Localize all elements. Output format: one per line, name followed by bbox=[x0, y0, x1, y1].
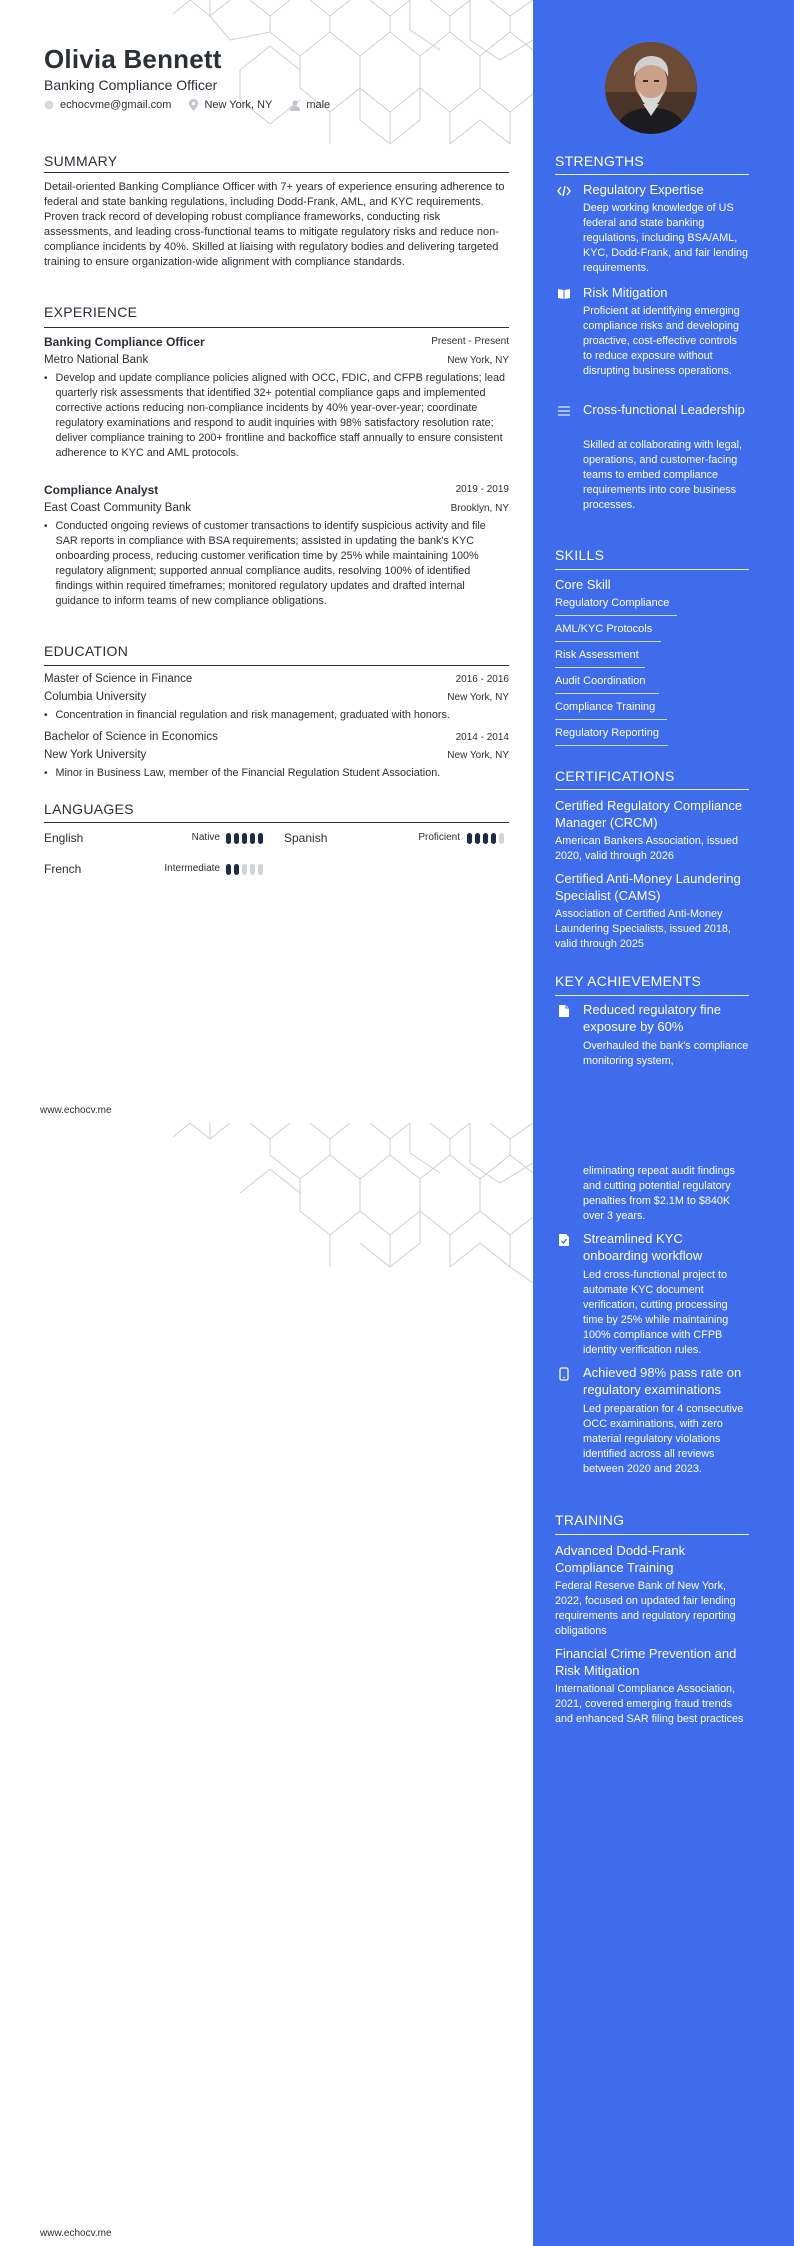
rating-dot bbox=[467, 833, 472, 844]
contact-row bbox=[44, 99, 342, 111]
language-level: Native bbox=[191, 832, 220, 843]
skill-underline bbox=[555, 719, 667, 720]
job-bullet-text: Develop and update compliance policies aligned with OCC, FDIC, and CFPB regulations; lead quarterly risk assessments that identified 32+ potential compliance gaps and implemented corrective actions reducing non-compliance incidents by 40% year-over-year; coordinate regulatory examinations and respond to audit inquiries with 98% satisfactory resolution rate; deliver compliance training to 200+ frontline and backoffice staff annually to ensure consistent adherence to KYC and AML protocols. bbox=[55, 372, 506, 459]
rating-dot bbox=[499, 833, 504, 844]
school-location: New York, NY bbox=[447, 750, 509, 761]
location-pin-icon bbox=[189, 99, 198, 111]
degree-title: Bachelor of Science in Economics bbox=[44, 731, 218, 743]
languages-divider bbox=[44, 822, 509, 823]
language-level: Intermediate bbox=[164, 863, 220, 874]
skill-item: Audit Coordination bbox=[555, 675, 646, 687]
experience-divider bbox=[44, 327, 509, 328]
contact-location bbox=[189, 99, 272, 111]
strength-title: Cross-functional Leadership bbox=[583, 402, 745, 417]
education-divider bbox=[44, 665, 509, 666]
education-bullet bbox=[44, 766, 509, 781]
rating-dot bbox=[226, 864, 231, 875]
experience-heading: EXPERIENCE bbox=[44, 304, 138, 320]
achievement-text: Led cross-functional project to automate KYC document verification, cutting processing time by 25% while maintaining 100% compliance with CFPB identity verification rules. bbox=[583, 1269, 729, 1356]
achievements-heading: KEY ACHIEVEMENTS bbox=[555, 973, 702, 989]
achievement-title: Achieved 98% pass rate on regulatory examinations bbox=[583, 1365, 742, 1397]
rating-dot bbox=[226, 833, 231, 844]
person-icon bbox=[290, 100, 300, 111]
job-dates: 2019 - 2019 bbox=[455, 484, 509, 495]
training-title: Financial Crime Prevention and Risk Mitigation bbox=[555, 1646, 737, 1678]
location-text: New York, NY bbox=[204, 99, 273, 111]
strength-title: Risk Mitigation bbox=[583, 285, 668, 300]
menu-icon bbox=[557, 404, 571, 418]
skill-underline bbox=[555, 641, 661, 642]
rating-dot bbox=[491, 833, 496, 844]
strength-title: Regulatory Expertise bbox=[583, 182, 704, 197]
job-dates: Present - Present bbox=[431, 336, 509, 347]
training-heading: TRAINING bbox=[555, 1512, 625, 1528]
geometric-pattern-top bbox=[170, 0, 533, 160]
bullet-dot: • bbox=[44, 373, 48, 384]
contact-gender bbox=[290, 99, 330, 111]
skills-group: Core Skill bbox=[555, 577, 611, 592]
language-name: English bbox=[44, 831, 84, 845]
bullet-dot: • bbox=[44, 710, 48, 721]
skill-item: Risk Assessment bbox=[555, 649, 639, 661]
skills-heading: SKILLS bbox=[555, 547, 605, 563]
email-text: echocvme@gmail.com bbox=[60, 99, 172, 111]
skill-underline bbox=[555, 745, 668, 746]
training-text: Federal Reserve Bank of New York, 2022, focused on updated fair lending requirements and regulatory reporting obligations bbox=[555, 1580, 736, 1637]
footer-url[interactable]: www.echocv.me bbox=[40, 2228, 112, 2239]
training-title: Advanced Dodd-Frank Compliance Training bbox=[555, 1543, 686, 1575]
school-location: New York, NY bbox=[447, 692, 509, 703]
skill-underline bbox=[555, 615, 677, 616]
certification-title: Certified Regulatory Compliance Manager (CRCM) bbox=[555, 798, 743, 830]
language-rating bbox=[467, 833, 504, 844]
candidate-name: Olivia Bennett bbox=[44, 44, 222, 74]
school-name: Columbia University bbox=[44, 691, 147, 703]
rating-dot bbox=[250, 833, 255, 844]
skill-underline bbox=[555, 667, 645, 668]
certification-text: American Bankers Association, issued 2020, valid through 2026 bbox=[555, 835, 739, 862]
contact-email[interactable] bbox=[44, 99, 171, 111]
strengths-divider bbox=[555, 174, 749, 175]
book-icon bbox=[557, 287, 571, 301]
summary-divider bbox=[44, 172, 509, 173]
footer-url[interactable]: www.echocv.me bbox=[40, 1105, 112, 1116]
bullet-dot: • bbox=[44, 521, 48, 532]
geometric-pattern-page2 bbox=[170, 1123, 533, 1293]
email-icon bbox=[44, 100, 54, 110]
education-bullet bbox=[44, 708, 509, 723]
document-icon bbox=[557, 1004, 571, 1018]
candidate-role: Banking Compliance Officer bbox=[44, 77, 218, 93]
language-name: French bbox=[44, 862, 82, 876]
job-location: Brooklyn, NY bbox=[450, 503, 509, 514]
job-bullet bbox=[44, 519, 509, 609]
training-divider bbox=[555, 1534, 749, 1535]
school-name: New York University bbox=[44, 749, 147, 761]
education-bullet-text: Minor in Business Law, member of the Financial Regulation Student Association. bbox=[55, 767, 441, 779]
summary-heading: SUMMARY bbox=[44, 153, 118, 169]
strength-text: Proficient at identifying emerging compliance risks and developing proactive, cost-effective controls to reduce exposure without disrupting business operations. bbox=[583, 305, 740, 377]
job-title: Banking Compliance Officer bbox=[44, 335, 205, 349]
rating-dot bbox=[250, 864, 255, 875]
tablet-icon bbox=[557, 1367, 571, 1381]
certification-text: Association of Certified Anti-Money Laundering Specialists, issued 2018, valid through 2025 bbox=[555, 908, 731, 950]
languages-heading: LANGUAGES bbox=[44, 801, 134, 817]
summary-text: Detail-oriented Banking Compliance Officer with 7+ years of experience ensuring adherence to federal and state banking regulations, including Dodd-Frank, AML, and KYC requirements. Proven track record of developing robust compliance frameworks, conducting risk assessments, and leading cross-functional teams to mitigate regulatory risks and reduce non-compliance incidents by 40%. Skilled at liaising with regulatory bodies and delivering targeted training to ensure organization-wide alignment with compliance standards. bbox=[44, 181, 505, 268]
rating-dot bbox=[242, 833, 247, 844]
language-rating bbox=[226, 864, 263, 875]
strength-text: Skilled at collaborating with legal, operations, and customer-facing teams to embed compliance requirements into core business processes. bbox=[583, 439, 743, 511]
degree-dates: 2014 - 2014 bbox=[455, 732, 509, 743]
achievement-text: Overhauled the bank's compliance monitoring system, bbox=[583, 1040, 749, 1067]
profile-photo bbox=[605, 42, 697, 134]
certifications-divider bbox=[555, 789, 749, 790]
rating-dot bbox=[475, 833, 480, 844]
training-text: International Compliance Association, 2021, covered emerging fraud trends and enhanced SAR filing best practices bbox=[555, 1683, 744, 1725]
skill-item: Regulatory Compliance bbox=[555, 597, 670, 609]
degree-dates: 2016 - 2016 bbox=[455, 674, 509, 685]
job-company: East Coast Community Bank bbox=[44, 502, 192, 514]
skills-divider bbox=[555, 569, 749, 570]
language-name: Spanish bbox=[284, 831, 328, 845]
job-company: Metro National Bank bbox=[44, 354, 149, 366]
code-icon bbox=[557, 184, 571, 198]
bullet-dot: • bbox=[44, 768, 48, 779]
rating-dot bbox=[483, 833, 488, 844]
language-level: Proficient bbox=[418, 832, 460, 843]
certification-title: Certified Anti-Money Laundering Specialist (CAMS) bbox=[555, 871, 741, 903]
skill-item: Regulatory Reporting bbox=[555, 727, 659, 739]
skill-item: AML/KYC Protocols bbox=[555, 623, 653, 635]
strengths-heading: STRENGTHS bbox=[555, 153, 645, 169]
certifications-heading: CERTIFICATIONS bbox=[555, 768, 675, 784]
skill-underline bbox=[555, 693, 659, 694]
gender-text: male bbox=[306, 99, 331, 111]
rating-dot bbox=[242, 864, 247, 875]
skill-item: Compliance Training bbox=[555, 701, 656, 713]
job-bullet-text: Conducted ongoing reviews of customer transactions to identify suspicious activity and file SAR reports in compliance with BSA requirements; assisted in updating the bank's KYC onboarding process, reducing customer verification time by 25% while maintaining 100% regulatory alignment; supported annual compliance audits, resolving 100% of identified findings within required timeframes; monitored regulatory updates and drafted internal guidance to inform teams of new compliance obligations. bbox=[55, 520, 486, 607]
achievements-divider bbox=[555, 995, 749, 996]
achievement-title: Reduced regulatory fine exposure by 60% bbox=[583, 1002, 722, 1034]
achievement-title: Streamlined KYC onboarding workflow bbox=[583, 1231, 703, 1263]
job-bullet bbox=[44, 371, 509, 461]
rating-dot bbox=[258, 833, 263, 844]
achievement-text: Led preparation for 4 consecutive OCC examinations, with zero material regulatory violations identified across all reviews between 2020 and 2023. bbox=[583, 1403, 744, 1475]
degree-title: Master of Science in Finance bbox=[44, 673, 193, 685]
education-heading: EDUCATION bbox=[44, 643, 129, 659]
achievement-text-continued: eliminating repeat audit findings and cutting potential regulatory penalties from $2.1M to $840K over 3 years. bbox=[583, 1165, 735, 1222]
job-title: Compliance Analyst bbox=[44, 483, 159, 497]
file-check-icon bbox=[557, 1233, 571, 1247]
job-location: New York, NY bbox=[447, 355, 509, 366]
education-bullet-text: Concentration in financial regulation and risk management, graduated with honors. bbox=[55, 709, 450, 721]
strength-text: Deep working knowledge of US federal and state banking regulations, including BSA/AML, KYC, Dodd-Frank, and fair lending requirements. bbox=[583, 202, 749, 274]
rating-dot bbox=[258, 864, 263, 875]
rating-dot bbox=[234, 864, 239, 875]
language-rating bbox=[226, 833, 263, 844]
rating-dot bbox=[234, 833, 239, 844]
